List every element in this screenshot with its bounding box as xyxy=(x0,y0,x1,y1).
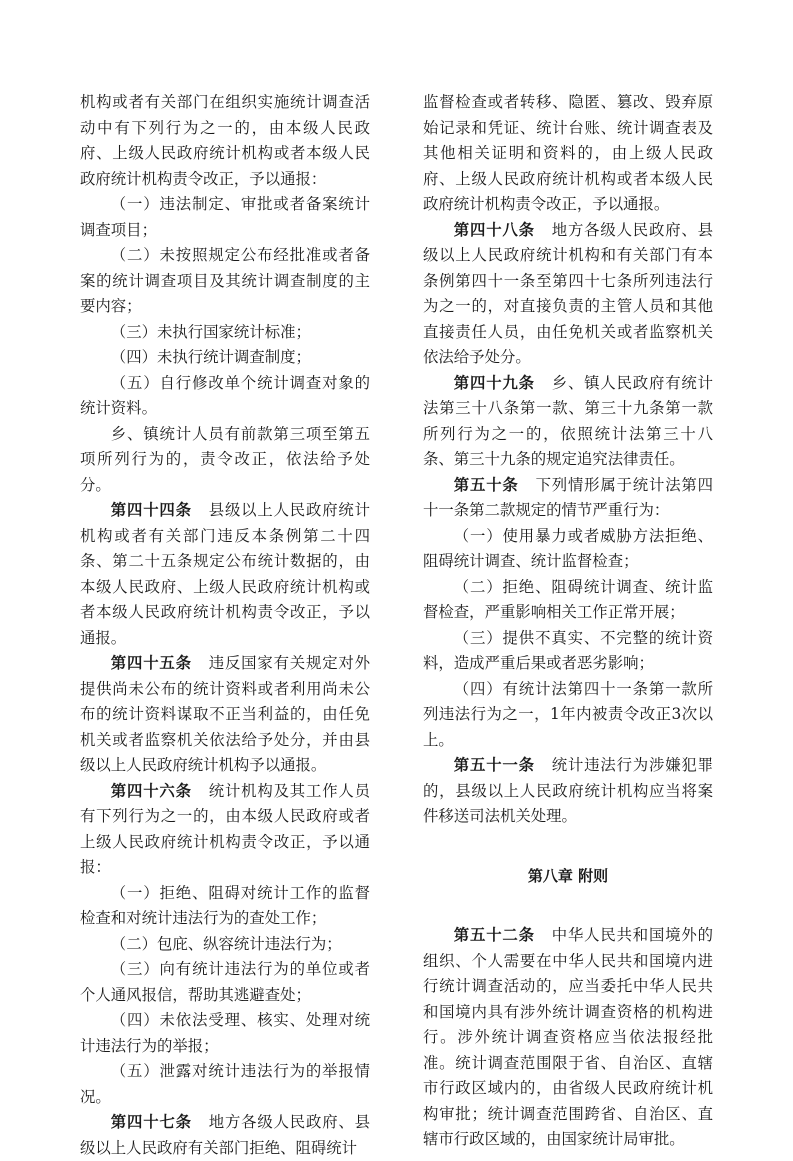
article-text: 县级以上人民政府统计机构或者有关部门违反本条例第二十四条、第二十五条规定公布统计数据的，由本级人民政府、上级人民政府统计机构或者本级人民政府统计机构责令改正，予以通报。 xyxy=(80,501,370,647)
article-paragraph xyxy=(423,923,713,1153)
article-text: 下列情形属于统计法第四十一条第二款规定的情节严重行为： xyxy=(423,475,713,519)
article-paragraph xyxy=(80,498,370,651)
paragraph: （一）拒绝、阻碍对统计工作的监督检查和对统计违法行为的查处工作； xyxy=(80,883,370,927)
paragraph: 机构或者有关部门在组织实施统计调查活动中有下列行为之一的，由本级人民政府、上级人民政府统计机构或者本级人民政府统计机构责令改正，予以通报： xyxy=(80,93,370,188)
paragraph: （二）拒绝、阻碍统计调查、统计监督检查，严重影响相关工作正常开展； xyxy=(423,577,713,621)
article-label: 第四十五条 xyxy=(110,654,192,672)
paragraph: （三）未执行国家统计标准； xyxy=(110,322,311,341)
article-paragraph xyxy=(423,218,713,371)
article-paragraph xyxy=(80,779,370,881)
article-label: 第四十七条 xyxy=(110,1113,192,1131)
paragraph: （二）包庇、纵容统计违法行为； xyxy=(110,934,342,953)
right-column xyxy=(423,90,713,1153)
paragraph: （三）向有统计违法行为的单位或者个人通风报信，帮助其逃避查处； xyxy=(80,960,370,1004)
article-label: 第四十九条 xyxy=(453,373,535,392)
article-paragraph xyxy=(80,1110,370,1161)
article-paragraph xyxy=(423,753,713,830)
article-paragraph xyxy=(423,371,713,473)
article-text: 统计机构及其工作人员有下列行为之一的，由本级人民政府或者上级人民政府统计机构责令改正，予以通报： xyxy=(80,781,370,876)
paragraph: 乡、镇统计人员有前款第三项至第五项所列行为的，责令改正，依法给予处分。 xyxy=(80,424,370,494)
paragraph: （二）未按照规定公布经批准或者备案的统计调查项目及其统计调查制度的主要内容； xyxy=(80,246,370,315)
paragraph: （五）泄露对统计违法行为的举报情况。 xyxy=(80,1062,370,1106)
article-label: 第五十条 xyxy=(453,475,519,494)
article-text: 统计违法行为涉嫌犯罪的，县级以上人民政府统计机构应当将案件移送司法机关处理。 xyxy=(423,756,713,825)
article-label: 第四十四条 xyxy=(110,501,192,519)
paragraph: （四）有统计法第四十一条第一款所列违法行为之一，1年内被责令改正3次以上。 xyxy=(423,679,713,749)
chapter-heading: 第八章 附则 xyxy=(527,866,609,885)
article-label: 第四十八条 xyxy=(453,220,535,239)
article-paragraph xyxy=(80,651,370,779)
article-label: 第五十二条 xyxy=(453,926,535,944)
article-text: 乡、镇人民政府有统计法第三十八条第一款、第三十九条第一款所列行为之一的，依照统计法第三十八条、第三十九条的规定追究法律责任。 xyxy=(423,373,713,468)
paragraph: （一）违法制定、审批或者备案统计调查项目； xyxy=(80,195,370,239)
article-label: 第五十一条 xyxy=(453,756,535,774)
paragraph: （一）使用暴力或者威胁方法拒绝、阻碍统计调查、统计监督检查； xyxy=(423,526,713,570)
paragraph: （四）未执行统计调查制度； xyxy=(110,348,311,366)
article-text: 违反国家有关规定对外提供尚未公布的统计资料或者利用尚未公布的统计资料谋取不正当利益的，由任免机关或者监察机关依法给予处分，并由县级以上人民政府统计机构予以通报。 xyxy=(80,654,370,774)
article-text: 地方各级人民政府、县级以上人民政府有关部门拒绝、阻碍统计 xyxy=(80,1113,370,1157)
paragraph: （四）未依法受理、核实、处理对统计违法行为的举报； xyxy=(80,1011,370,1055)
article-text: 地方各级人民政府、县级以上人民政府统计机构和有关部门有本条例第四十一条至第四十七条所列违法行为之一的，对直接负责的主管人员和其他直接责任人员，由任免机关或者监察机关依法给予处分。 xyxy=(423,220,713,366)
paragraph: （三）提供不真实、不完整的统计资料，造成严重后果或者恶劣影响； xyxy=(423,628,713,672)
article-label: 第四十六条 xyxy=(110,781,192,800)
paragraph: （五）自行修改单个统计调查对象的统计资料。 xyxy=(80,373,370,417)
paragraph: 监督检查或者转移、隐匿、篡改、毁弃原始记录和凭证、统计台账、统计调查表及其他相关证明和资料的，由上级人民政府、上级人民政府统计机构或者本级人民政府统计机构责令改正，予以通报。 xyxy=(423,93,713,213)
article-paragraph xyxy=(423,473,713,524)
left-column xyxy=(80,90,370,1161)
article-text: 中华人民共和国境外的组织、个人需要在中华人民共和国境内进行统计调查活动的，应当委托中华人民共和国境内具有涉外统计调查资格的机构进行。涉外统计调查资格应当依法报经批准。统计调查范围限于省、自治区、直辖市行政区域内的，由省级人民政府统计机构审批；统计调查范围跨省、自治区、直辖市行政区域的，由国家统计局审批。 xyxy=(423,926,713,1148)
